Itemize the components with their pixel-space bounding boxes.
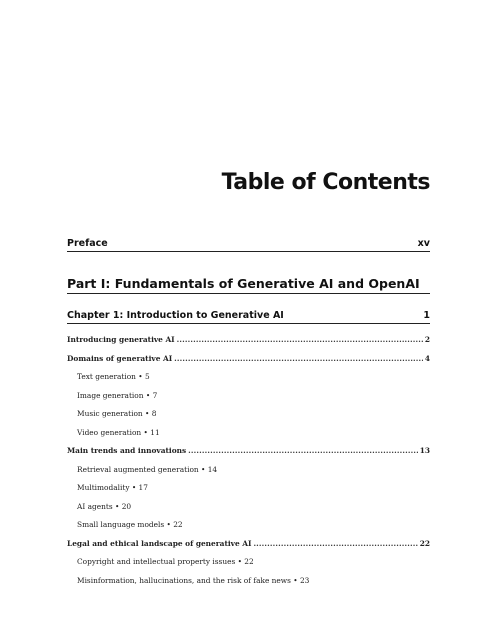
entry-page: 13 <box>419 446 430 455</box>
chapter-label: Chapter 1: Introduction to Generative AI <box>67 310 284 321</box>
subentry-label: Music generation • 8 <box>77 409 157 418</box>
subentry-label: Video generation • 11 <box>77 427 160 437</box>
subentry-label: Multimodality • 17 <box>77 483 148 492</box>
toc-subentry[interactable] <box>67 428 430 447</box>
page-title: Table of Contents <box>221 170 430 195</box>
toc-entry[interactable] <box>67 335 430 354</box>
entry-label: Introducing generative AI <box>67 335 175 344</box>
entry-label: Legal and ethical landscape of generative AI <box>67 538 252 548</box>
subentry-label: AI agents • 20 <box>77 501 132 511</box>
subentry-label: Image generation • 7 <box>77 390 158 400</box>
toc-subentry[interactable] <box>67 465 430 484</box>
subentry-label: Copyright and intellectual property issues • 22 <box>77 557 254 566</box>
leader-dots <box>188 446 418 455</box>
leader-dots <box>253 539 417 548</box>
toc-entries <box>67 335 430 594</box>
toc-chapter-heading[interactable] <box>67 310 430 324</box>
entry-label: Domains of generative AI <box>67 353 173 363</box>
toc-subentry[interactable] <box>67 483 430 502</box>
preface-label: Preface <box>67 238 108 249</box>
toc-subentry[interactable] <box>67 391 430 410</box>
toc-entry[interactable] <box>67 446 430 465</box>
entry-label: Main trends and innovations <box>67 446 187 455</box>
leader-dots <box>177 335 423 344</box>
toc-subentry[interactable] <box>67 520 430 539</box>
toc-subentry[interactable] <box>67 502 430 521</box>
toc-subentry[interactable] <box>67 557 430 576</box>
toc-subentry[interactable] <box>67 409 430 428</box>
subentry-label: Retrieval augmented generation • 14 <box>77 464 218 474</box>
subentry-label: Small language models • 22 <box>77 520 183 529</box>
entry-page: 4 <box>424 353 430 363</box>
chapter-page: 1 <box>423 310 430 321</box>
toc-part-heading[interactable] <box>67 276 430 294</box>
toc-preface[interactable] <box>67 238 430 252</box>
toc-entry[interactable] <box>67 354 430 373</box>
subentry-label: Misinformation, hallucinations, and the risk of fake news • 23 <box>77 575 310 585</box>
preface-page: xv <box>417 238 430 249</box>
entry-page: 2 <box>424 335 430 344</box>
part-label: Part I: Fundamentals of Generative AI and OpenAI <box>67 276 420 291</box>
leader-dots <box>174 354 423 363</box>
toc-entry[interactable] <box>67 539 430 558</box>
toc-subentry[interactable] <box>67 576 430 595</box>
entry-page: 22 <box>419 538 430 548</box>
subentry-label: Text generation • 5 <box>77 372 150 381</box>
toc-subentry[interactable] <box>67 372 430 391</box>
